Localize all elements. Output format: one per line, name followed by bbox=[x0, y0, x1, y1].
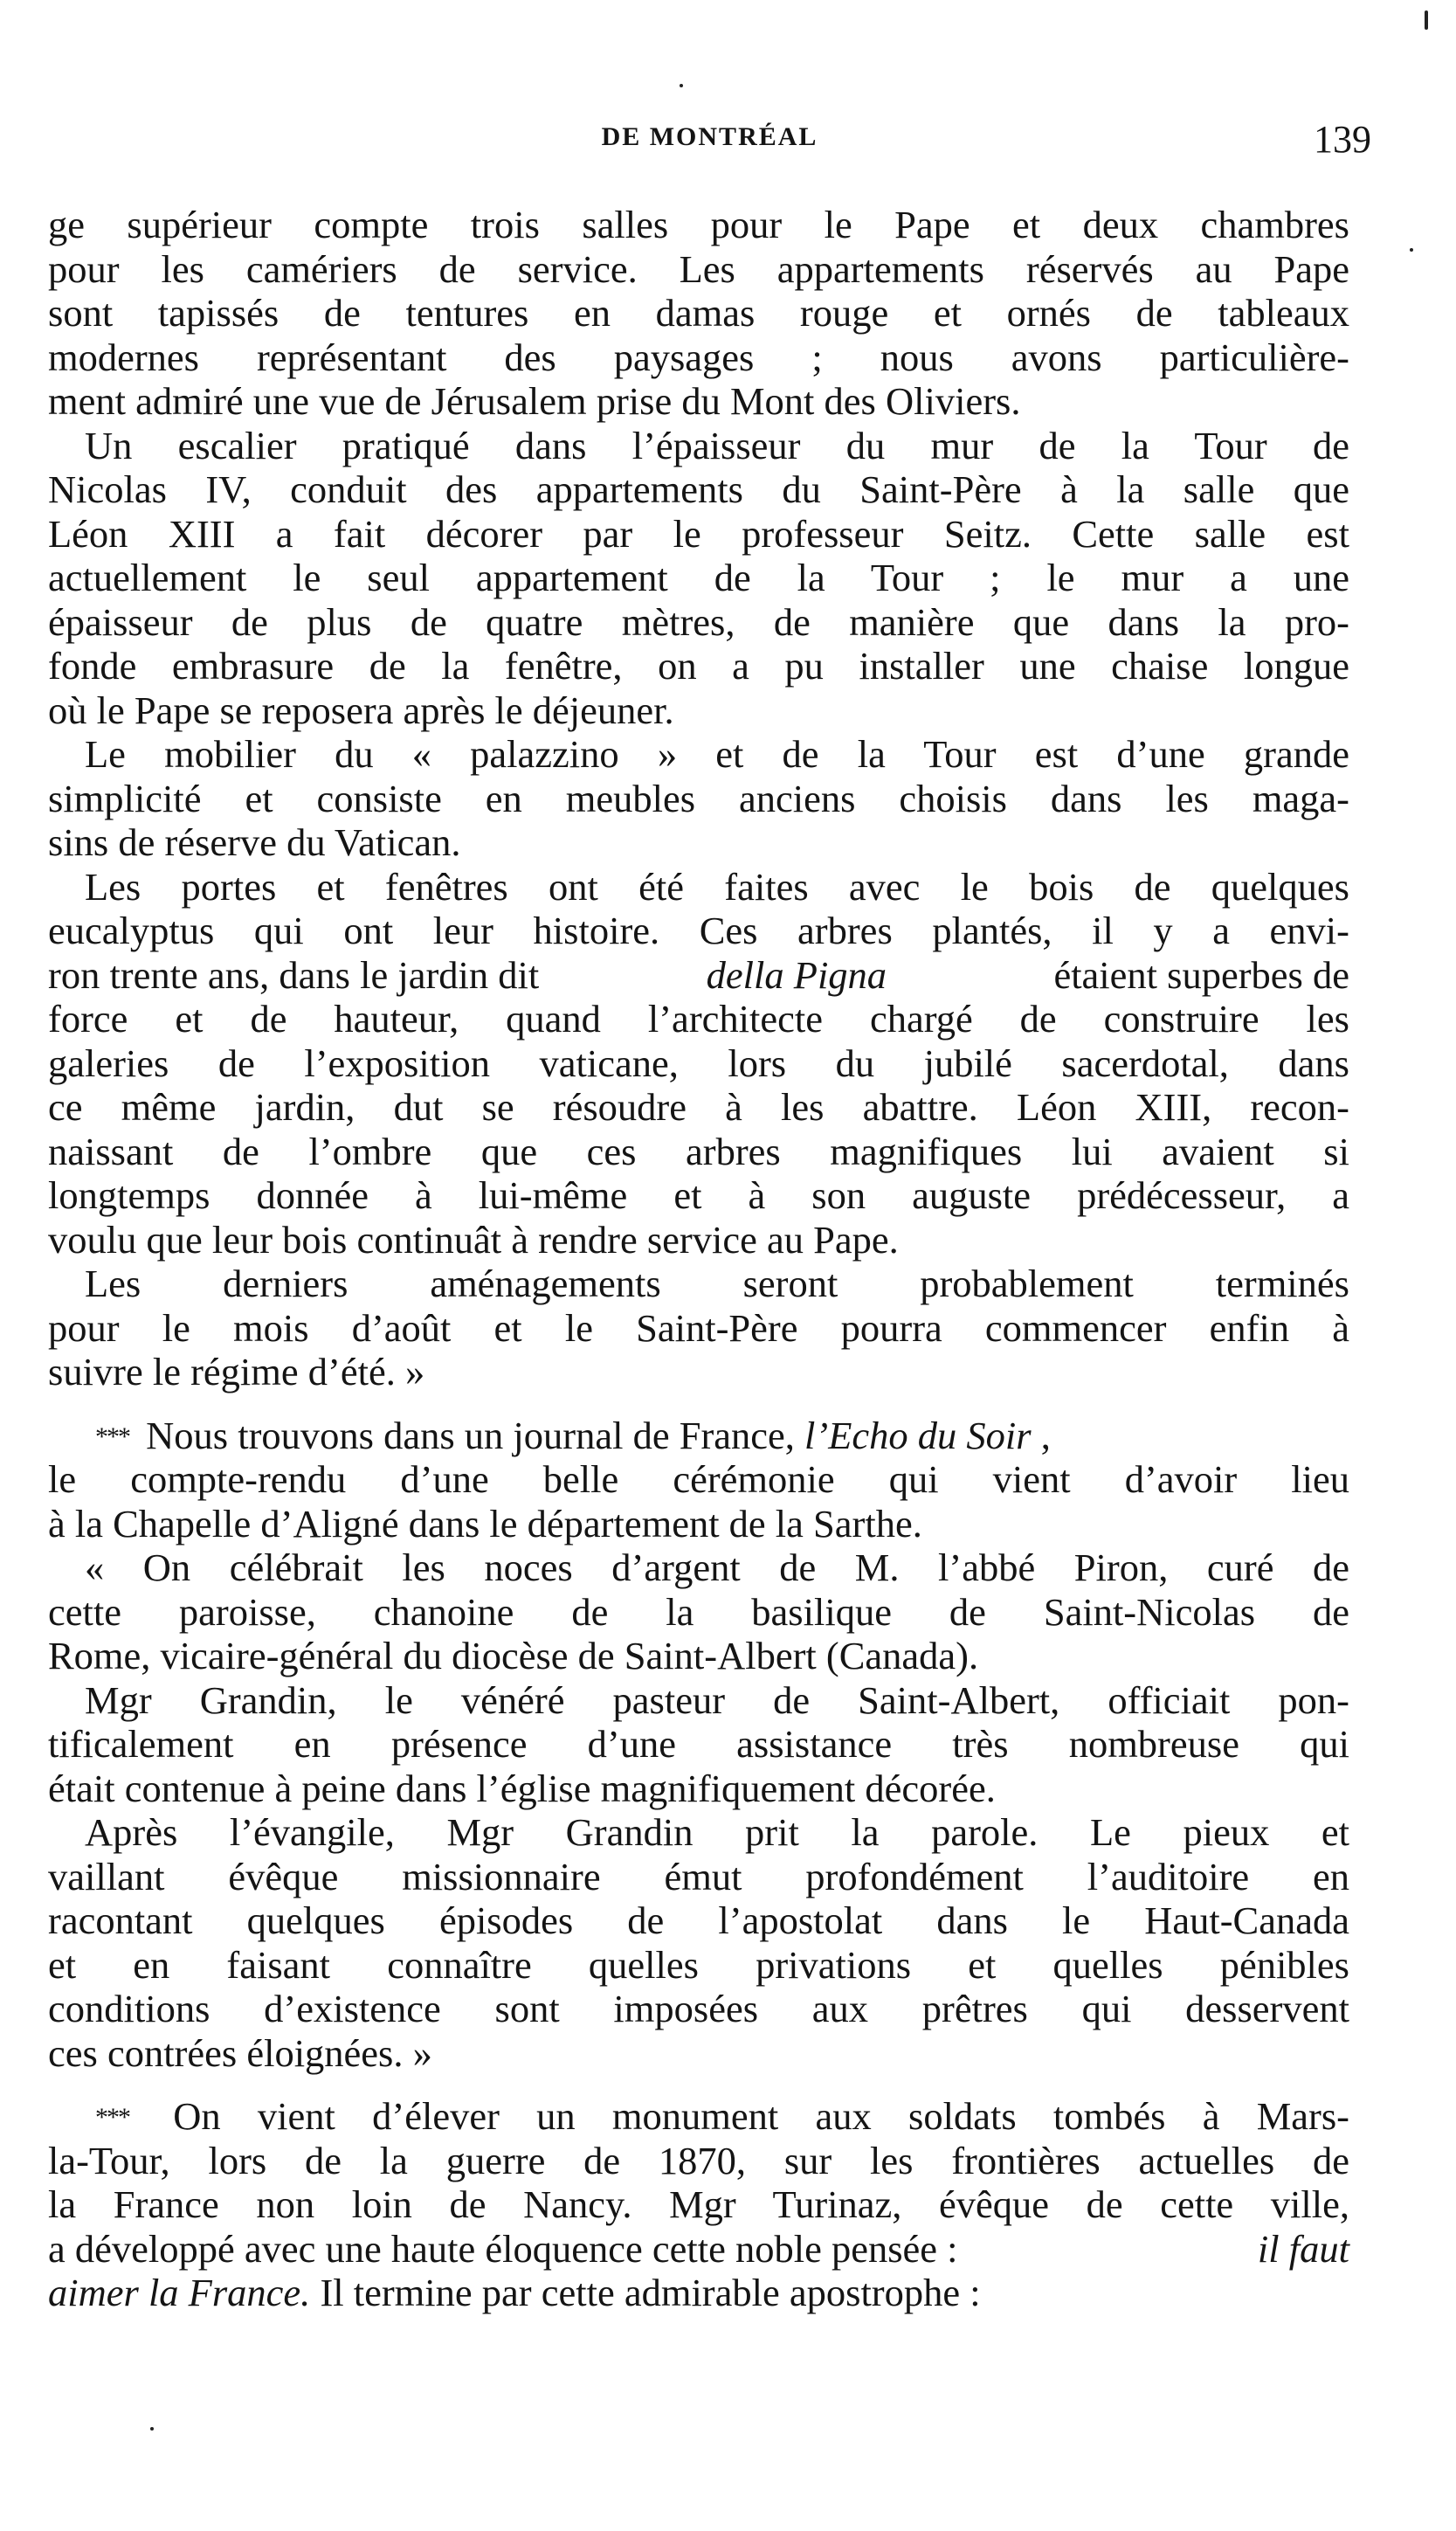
text-line: épaisseur de plus de quatre mètres, de manière que dans la pro- bbox=[48, 599, 1349, 644]
text-line: voulu que leur bois continuât à rendre service au Pape. bbox=[48, 1217, 899, 1262]
text-line: où le Pape se reposera après le déjeuner. bbox=[48, 688, 674, 732]
text-line: « On célébrait les noces d’argent de M. l’abbé Piron, curé de bbox=[85, 1546, 1349, 1589]
text-line: était contenue à peine dans l’église magnifiquement décorée. bbox=[48, 1766, 996, 1810]
text-line: ment admiré une vue de Jérusalem prise du Mont des Oliviers. bbox=[48, 379, 1021, 423]
text-line: Nicolas IV, conduit des appartements du Saint-Père à la salle que bbox=[48, 467, 1349, 511]
page-number: 139 bbox=[1314, 118, 1371, 161]
text-line: galeries de l’exposition vaticane, lors du jubilé sacerdotal, dans bbox=[48, 1041, 1349, 1085]
text-line bbox=[48, 1414, 1349, 1458]
text-line: Léon XIII a fait décorer par le professeur Seitz. Cette salle est bbox=[48, 511, 1349, 556]
text-line: Les derniers aménagements seront probablement terminés bbox=[85, 1262, 1349, 1305]
text-line: Mgr Grandin, le vénéré pasteur de Saint-Albert, officiait pon- bbox=[85, 1677, 1349, 1722]
line-segment: Nous trouvons dans un journal de France, bbox=[146, 1413, 805, 1457]
text-line: pour les camériers de service. Les appartements réservés au Pape bbox=[48, 246, 1349, 291]
italic-term: il faut bbox=[1257, 2226, 1349, 2271]
text-line: Un escalier pratiqué dans l’épaisseur du mur de la Tour de bbox=[85, 423, 1349, 467]
text-line: la France non loin de Nancy. Mgr Turinaz, évêque de cette ville, bbox=[48, 2182, 1349, 2226]
text-line bbox=[48, 2271, 1349, 2315]
body-text bbox=[48, 203, 1349, 2315]
text-line: pour le mois d’août et le Saint-Père pourra commencer enfin à bbox=[48, 1305, 1349, 1350]
scan-speck bbox=[680, 84, 683, 87]
text-line: cette paroisse, chanoine de la basilique de Saint-Nicolas de bbox=[48, 1589, 1349, 1634]
text-line: Les portes et fenêtres ont été faites avec le bois de quelques bbox=[85, 864, 1349, 909]
text-line: la-Tour, lors de la guerre de 1870, sur les frontières actuelles de bbox=[48, 2138, 1349, 2182]
scan-speck bbox=[1425, 10, 1428, 30]
text-line: sont tapissés de tentures en damas rouge et ornés de tableaux bbox=[48, 291, 1349, 335]
text-line: Le mobilier du « palazzino » et de la Tour est d’une grande bbox=[85, 732, 1349, 776]
text-line: suivre le régime d’été. » bbox=[48, 1350, 425, 1393]
line-segment: a développé avec une haute éloquence cette noble pensée : bbox=[48, 2226, 958, 2271]
text-line: naissant de l’ombre que ces arbres magnifiques lui avaient si bbox=[48, 1129, 1349, 1173]
line-segment: étaient superbes de bbox=[1053, 952, 1349, 997]
text-line: ces contrées éloignées. » bbox=[48, 2030, 432, 2075]
text-line: ce même jardin, dut se résoudre à les abattre. Léon XIII, recon- bbox=[48, 1085, 1349, 1129]
italic-term: della Pigna bbox=[706, 952, 887, 997]
text-line: Rome, vicaire-général du diocèse de Saint-Albert (Canada). bbox=[48, 1634, 979, 1677]
asterism: *** bbox=[95, 1421, 129, 1451]
text-line: ge supérieur compte trois salles pour le Pape et deux chambres bbox=[48, 203, 1349, 246]
line-segment: ron trente ans, dans le jardin dit bbox=[48, 952, 540, 997]
line-segment: Il termine par cette admirable apostrophe : bbox=[320, 2271, 981, 2314]
text-line bbox=[48, 953, 1349, 998]
line-segment: , bbox=[1040, 1413, 1051, 1457]
italic-term: l’Echo du Soir bbox=[804, 1413, 1041, 1457]
text-line bbox=[48, 2094, 1349, 2139]
text-line: simplicité et consiste en meubles anciens choisis dans les maga- bbox=[48, 776, 1349, 820]
line-segment: On vient d’élever un monument aux soldats tombés à Mars- bbox=[173, 2094, 1349, 2138]
text-line bbox=[48, 2227, 1349, 2272]
text-line: conditions d’existence sont imposées aux prêtres qui desservent bbox=[48, 1987, 1349, 2030]
text-line: racontant quelques épisodes de l’apostolat dans le Haut-Canada bbox=[48, 1898, 1349, 1942]
text-line: actuellement le seul appartement de la Tour ; le mur a une bbox=[48, 556, 1349, 599]
italic-term: aimer la France. bbox=[48, 2271, 311, 2314]
text-line: longtemps donnée à lui-même et à son auguste prédécesseur, a bbox=[48, 1173, 1349, 1217]
text-line: eucalyptus qui ont leur histoire. Ces arbres plantés, il y a envi- bbox=[48, 909, 1349, 952]
text-line: vaillant évêque missionnaire émut profondément l’auditoire en bbox=[48, 1854, 1349, 1898]
scan-speck bbox=[1410, 248, 1413, 252]
text-line: force et de hauteur, quand l’architecte chargé de construire les bbox=[48, 997, 1349, 1041]
running-header bbox=[48, 118, 1371, 166]
asterism: *** bbox=[95, 2103, 129, 2132]
text-line: fonde embrasure de la fenêtre, on a pu installer une chaise longue bbox=[48, 644, 1349, 688]
text-line: modernes représentant des paysages ; nous avons particulière- bbox=[48, 335, 1349, 379]
text-line: à la Chapelle d’Aligné dans le département de la Sarthe. bbox=[48, 1501, 922, 1546]
text-line: sins de réserve du Vatican. bbox=[48, 820, 461, 864]
text-line: et en faisant connaître quelles privations et quelles pénibles bbox=[48, 1942, 1349, 1987]
text-line: Après l’évangile, Mgr Grandin prit la parole. Le pieux et bbox=[85, 1810, 1349, 1854]
running-title: DE MONTRÉAL bbox=[601, 122, 818, 151]
scan-speck bbox=[150, 2427, 154, 2431]
text-line: le compte-rendu d’une belle cérémonie qui vient d’avoir lieu bbox=[48, 1457, 1349, 1501]
text-line: tificalement en présence d’une assistance très nombreuse qui bbox=[48, 1722, 1349, 1766]
